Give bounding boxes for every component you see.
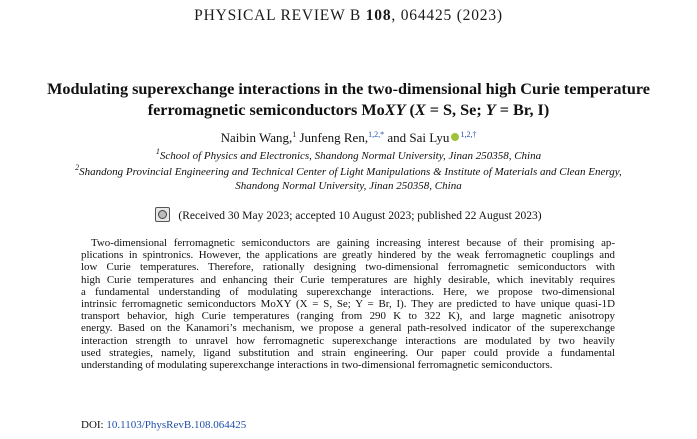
- abstract-line: interaction strength to unravel how ferromagnetic superexchange interactions are modulated by two heavily: [81, 334, 615, 347]
- abstract-line: Two-dimensional ferromagnetic semiconductors are gaining increasing interest because of their promising ap-: [91, 237, 615, 249]
- paper-title: [20, 79, 677, 121]
- abstract-line: understanding of modulating superexchange interactions in two-dimensional ferromagnetic semiconductors.: [81, 359, 553, 372]
- abstract-line: used strategies, namely, ligand substitution and strain engineering. Our paper could provide a fundamental: [81, 346, 615, 359]
- abstract-line: transport behavior, high Curie temperatures (ranging from 290 K to 322 K), and large magnetic anisotropy: [81, 310, 615, 323]
- affiliation-2: $^2$Shandong Provincial Engineering and Technical Center of Light Manipulations & Institute of Materials and Clean Energy, Shandong Normal University, Jinan 250358, China: [75, 163, 622, 192]
- journal-header: [0, 7, 697, 25]
- author-name[interactable]: and Sai Lyu: [384, 130, 450, 145]
- author-list: [0, 130, 697, 146]
- doi-link[interactable]: 10.1103/PhysRevB.108.064425: [106, 419, 247, 431]
- doi-label: DOI:: [81, 419, 107, 431]
- doi: [81, 419, 246, 431]
- abstract: [81, 237, 615, 371]
- author-name[interactable]: Naibin Wang,: [220, 130, 293, 145]
- journal-name: PHYSICAL REVIEW B: [194, 7, 362, 24]
- affiliation-ref[interactable]: 1,2,†: [460, 130, 477, 139]
- journal-volume: 108: [365, 7, 392, 24]
- abstract-line: a fundamental understanding of modulating superexchange interactions. Here, we propose two-dimensional: [81, 285, 615, 298]
- abstract-line: intrinsic ferromagnetic semiconductors MoXY (X = S, Se; Y = Br, I). They are predicted to have unique quasi-1D: [81, 298, 615, 311]
- title-line-2: ferromagnetic semiconductors MoXY (X = S, Se; Y = Br, I): [147, 101, 550, 119]
- crossmark-icon[interactable]: [155, 207, 170, 222]
- affiliation-ref: 1: [292, 130, 297, 139]
- author-name[interactable]: Junfeng Ren,: [296, 130, 369, 145]
- article-number: , 064425 (2023): [391, 7, 503, 24]
- abstract-line: low Curie temperatures. Therefore, rationally designing two-dimensional ferromagnetic semiconductors with: [81, 261, 615, 274]
- affiliation-1: $^1$School of Physics and Electronics, Shandong Normal University, Jinan 250358, China: [155, 147, 542, 162]
- abstract-line: plications in spintronics. However, the applications are greatly hindered by the weak ferromagnetic couplings and: [81, 249, 615, 262]
- orcid-icon[interactable]: [451, 133, 459, 141]
- abstract-line: high Curie temperatures and enhancing their Curie temperatures are highly desirable, which inevitably requires: [81, 273, 615, 286]
- title-line-1: Modulating superexchange interactions in the two-dimensional high Curie temperature: [47, 80, 650, 98]
- abstract-line: energy. Based on the Kanamori’s mechanism, we propose a general path-resolved indicator of the superexchange: [81, 322, 615, 335]
- affiliation-ref[interactable]: 1,2,*: [368, 130, 385, 139]
- received-dates: (Received 30 May 2023; accepted 10 August 2023; published 22 August 2023): [0, 207, 697, 222]
